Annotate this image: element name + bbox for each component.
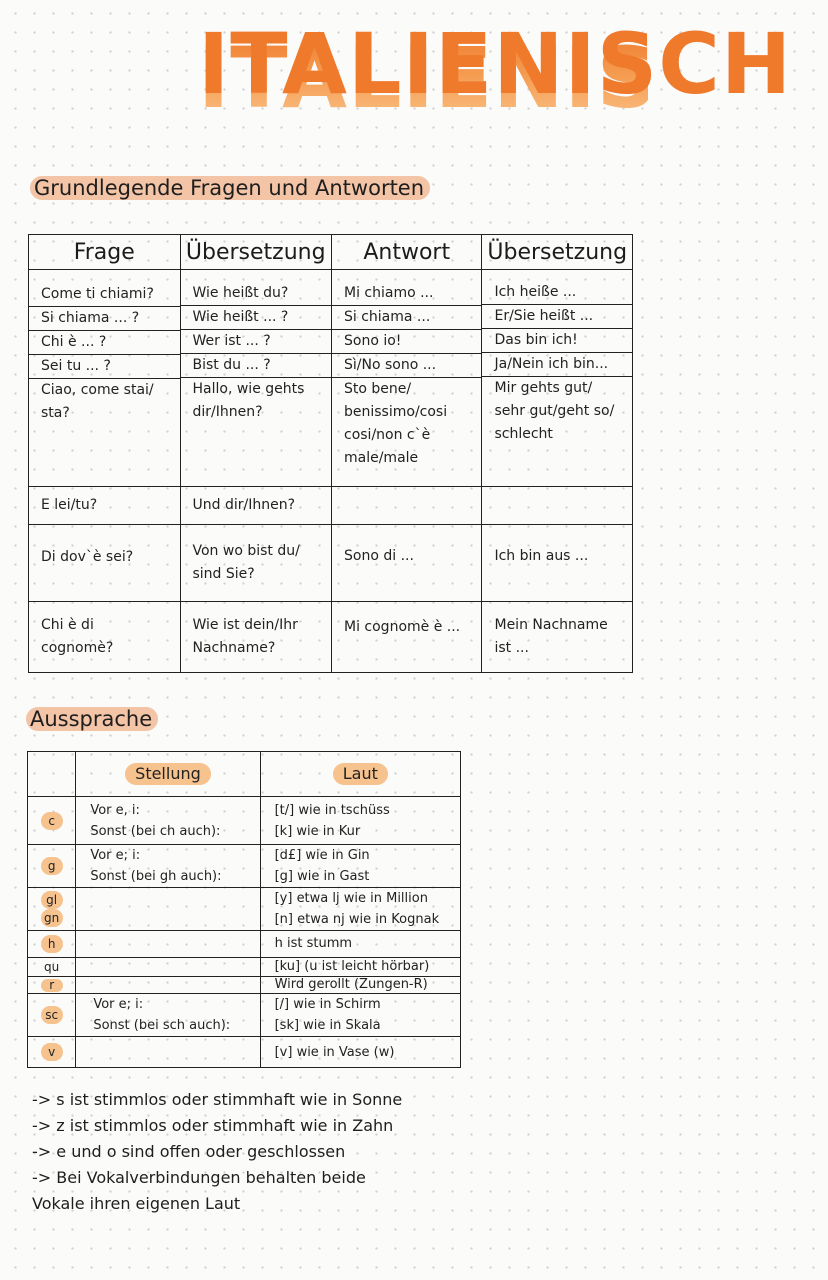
table-cell: [76, 845, 260, 888]
header-frage: Frage: [29, 235, 181, 270]
letter-badge: r: [41, 979, 63, 992]
list-item: Sei tu ... ?: [29, 355, 180, 379]
table-cell: [260, 888, 460, 931]
list-item: Sto bene/: [344, 381, 412, 397]
letter-badge: h: [41, 935, 63, 953]
cell-text: Chi è di: [41, 617, 94, 633]
cell-text: Von wo bist du/: [192, 543, 300, 559]
list-item: Hallo, wie gehts: [192, 381, 305, 397]
letter-cell: [28, 931, 76, 958]
list-item: schlecht: [494, 426, 553, 442]
cell-text: [/] wie in Schirm: [274, 997, 381, 1012]
heading-highlight: Grundlegende Fragen und Antworten: [30, 176, 430, 200]
list-item: Chi è ... ?: [29, 331, 180, 355]
table-row: [28, 977, 461, 994]
pronunciation-table: [27, 751, 461, 1068]
list-item: Come ti chiami?: [29, 283, 180, 307]
table-cell: [76, 797, 260, 845]
heading-highlight: Aussprache: [26, 707, 158, 731]
antwort-block: [332, 270, 482, 487]
cell-text: Mi cognomè è ...: [344, 618, 461, 635]
list-item: Ich heiße ...: [482, 281, 632, 305]
table-cell: [260, 958, 460, 977]
cell-text: [y] etwa lj wie in Million: [274, 891, 428, 906]
table-cell: [180, 602, 332, 673]
cell-text: [g] wie in Gast: [274, 869, 370, 884]
list-item: Si chiama ...: [332, 306, 481, 330]
frage-block: [29, 270, 181, 487]
table-cell: [332, 525, 482, 602]
page-title: ITALIENISCH: [198, 29, 793, 127]
table-cell: [76, 888, 260, 931]
letter-badge: sc: [41, 1006, 63, 1024]
list-item: Wie heißt du?: [181, 282, 332, 306]
table-row: [28, 958, 461, 977]
list-item: Wie heißt ... ?: [181, 306, 332, 330]
letter-badge: gl: [41, 891, 63, 909]
header-stellung: [76, 752, 260, 797]
cell-text: Sonst (bei gh auch):: [90, 869, 222, 884]
letter-cell: [28, 797, 76, 845]
letter-cell: [28, 1037, 76, 1068]
cell-text: Di dov`è sei?: [41, 548, 134, 565]
cell-text: ist ...: [494, 640, 529, 656]
section-heading-aussprache: [26, 706, 158, 732]
cell-text: [n] etwa nj wie in Kognak: [274, 912, 440, 927]
table-cell: [76, 931, 260, 958]
list-item: Sono io!: [332, 330, 481, 354]
table-cell: [180, 525, 332, 602]
table-row: [28, 931, 461, 958]
cell-text: Vor e; i:: [93, 997, 144, 1012]
table-cell: [482, 525, 633, 602]
cell-text: Mein Nachname: [494, 617, 608, 633]
cell-text: E lei/tu?: [41, 497, 98, 513]
list-item: Mi chiamo ...: [332, 282, 481, 306]
table-cell: [76, 977, 260, 994]
cell-text: Sonst (bei ch auch):: [90, 823, 221, 839]
table-row: [28, 797, 461, 845]
list-item: Sì/No sono ...: [332, 354, 481, 378]
table-cell: [29, 525, 181, 602]
cell-text: h ist stumm: [274, 936, 353, 951]
antwort-uebersetzung-block: [482, 270, 633, 487]
letter-badge: c: [41, 812, 63, 830]
letter-cell: [28, 888, 76, 931]
header-antwort: Antwort: [332, 235, 482, 270]
cell-text: [ku] (u ist leicht hörbar): [274, 959, 430, 974]
letter-badge: v: [41, 1043, 63, 1061]
list-item: cosi/non c`è: [344, 427, 431, 443]
list-item: -> Bei Vokalverbindungen behalten beide: [32, 1168, 366, 1187]
table-row: [28, 994, 461, 1037]
letter-cell: [28, 845, 76, 888]
table-cell: [260, 845, 460, 888]
cell-text: sind Sie?: [192, 566, 255, 582]
list-item: -> s ist stimmlos oder stimmhaft wie in Sonne: [32, 1090, 403, 1109]
letter-cell: [28, 958, 76, 977]
letter-badge: g: [41, 857, 63, 875]
letter-cell: [28, 994, 76, 1037]
list-item: -> z ist stimmlos oder stimmhaft wie in Zahn: [32, 1116, 394, 1135]
list-item: dir/Ihnen?: [192, 404, 263, 420]
letter-label: qu: [44, 960, 60, 974]
cell-text: Vor e; i:: [90, 848, 141, 863]
cell-text: cognomè?: [41, 640, 114, 656]
table-cell: [332, 487, 482, 525]
table-row: [29, 525, 633, 602]
cell-text: Ich bin aus ...: [494, 547, 589, 564]
list-item: Bist du ... ?: [181, 354, 332, 378]
table-cell: [180, 487, 332, 525]
letter-badge: gn: [41, 909, 63, 927]
table-row: [29, 487, 633, 525]
cell-text: [t/] wie in tschüss: [274, 802, 390, 818]
cell-text: Und dir/Ihnen?: [192, 497, 295, 513]
header-pill: Laut: [333, 763, 388, 785]
uebersetzung-block: [180, 270, 332, 487]
cell-text: Wie ist dein/Ihr: [192, 617, 298, 633]
list-item: Si chiama ... ?: [29, 307, 180, 331]
table-cell: [482, 602, 633, 673]
list-item: Ciao, come stai/: [41, 382, 154, 398]
list-item: Ja/Nein ich bin...: [482, 353, 632, 377]
table-cell: [260, 1037, 460, 1068]
table-header-row: [29, 235, 633, 270]
table-cell: [29, 602, 181, 673]
list-item: -> e und o sind offen oder geschlossen: [32, 1142, 346, 1161]
table-cell: [29, 487, 181, 525]
table-cell: [482, 487, 633, 525]
table-cell: [76, 994, 260, 1037]
list-item: Mir gehts gut/: [494, 380, 593, 396]
cell-text: Vor e, i:: [90, 802, 140, 818]
cell-text: Wird gerollt (Zungen-R): [274, 977, 428, 992]
cell-text: Nachname?: [192, 640, 276, 656]
header-empty: [28, 752, 76, 797]
cell-text: [k] wie in Kur: [274, 823, 361, 839]
list-item: sehr gut/geht so/: [494, 403, 615, 419]
cell-text: Sonst (bei sch auch):: [93, 1018, 231, 1033]
questions-table: [28, 234, 633, 673]
header-uebersetzung: Übersetzung: [180, 235, 332, 270]
table-row: [29, 602, 633, 673]
cell-text: Sono di ...: [344, 547, 414, 564]
list-item: male/male: [344, 450, 419, 466]
header-pill: Stellung: [125, 763, 211, 785]
list-item: Das bin ich!: [482, 329, 632, 353]
table-cell: [76, 958, 260, 977]
table-row: [28, 1037, 461, 1068]
cell-text: [v] wie in Vase (w): [274, 1044, 395, 1060]
table-cell: [260, 931, 460, 958]
letter-cell: [28, 977, 76, 994]
header-antwort-uebersetzung: Übersetzung: [482, 235, 633, 270]
table-cell: [260, 797, 460, 845]
cell-text: [sk] wie in Skala: [274, 1018, 381, 1033]
list-item: benissimo/cosi: [344, 404, 448, 420]
list-item: sta?: [41, 405, 70, 421]
list-item: Vokale ihren eigenen Laut: [32, 1194, 241, 1213]
table-cell: [260, 994, 460, 1037]
list-item: Er/Sie heißt ...: [482, 305, 632, 329]
table-cell: [260, 977, 460, 994]
table-header-row: [28, 752, 461, 797]
table-cell: [332, 602, 482, 673]
table-row: [28, 845, 461, 888]
header-laut: [260, 752, 460, 797]
list-item: Wer ist ... ?: [181, 330, 332, 354]
section-heading-fragen: [30, 175, 430, 201]
pronunciation-notes: [32, 1087, 402, 1217]
cell-text: [d£] wie in Gin: [274, 848, 370, 863]
table-row: [29, 270, 633, 487]
table-row: [28, 888, 461, 931]
table-cell: [76, 1037, 260, 1068]
